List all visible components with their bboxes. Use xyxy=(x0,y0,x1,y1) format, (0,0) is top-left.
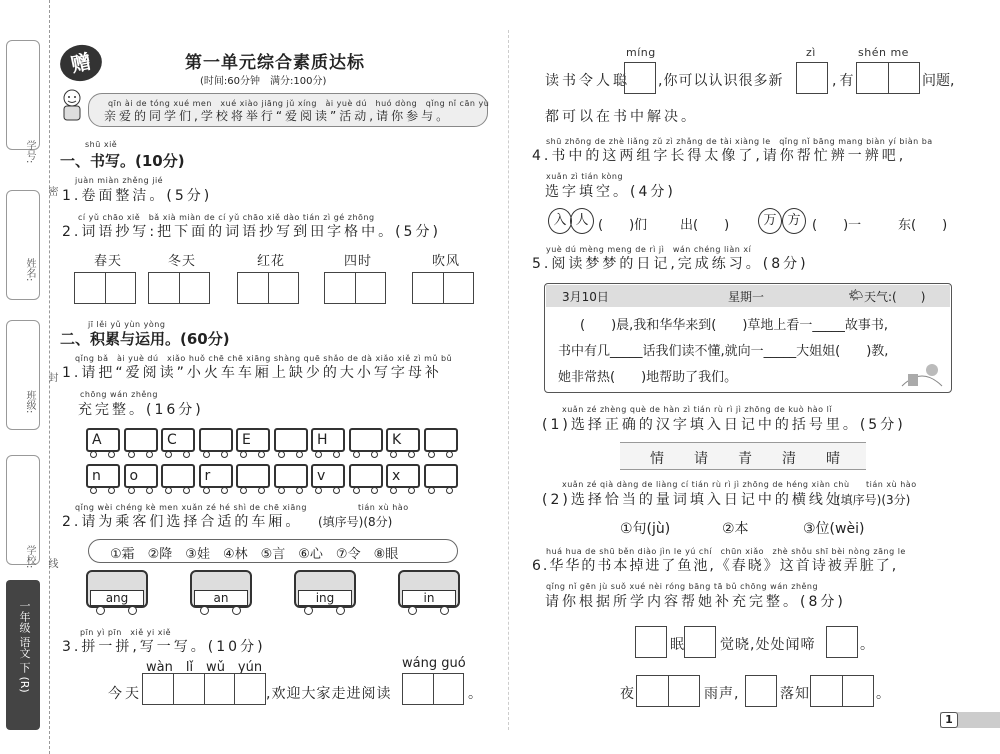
rtop-box-ming xyxy=(624,62,656,94)
measure-word-option: ②本 xyxy=(722,521,749,537)
train-wheel xyxy=(408,487,415,494)
diary-weather: 天气:( ) xyxy=(864,290,926,304)
rtop-t3: ,有 xyxy=(832,73,857,89)
poem-2c: 落知 xyxy=(780,686,810,702)
q1-pinyin: juàn miàn zhěng jié xyxy=(75,176,164,185)
q52-pinyin-extra: tián xù hào xyxy=(866,480,917,489)
q22-pinyin-extra: tián xù hào xyxy=(358,503,409,512)
binding-label-hao: 学号: xyxy=(24,140,35,164)
q21-pinyin: qǐng bǎ ài yuè dú xiǎo huǒ chē chē xiāng shàng quē shǎo de dà xiǎo xiě zì mǔ bǔ xyxy=(75,354,453,363)
train-car xyxy=(311,428,345,452)
train-car xyxy=(236,464,270,488)
choice-char: 晴 xyxy=(826,451,843,467)
s1-pinyin: shū xiě xyxy=(85,140,118,149)
train-wheel xyxy=(165,451,172,458)
train-car xyxy=(86,464,120,488)
q2-text: 2.词语抄写:把下面的词语抄写到田字格中。(5分) xyxy=(62,224,441,240)
train-wheel xyxy=(203,487,210,494)
train-wheel xyxy=(240,451,247,458)
train-letter: x xyxy=(392,468,401,484)
apple-icon: 方 xyxy=(782,208,806,234)
rtop-line2: 都可以在书中解决。 xyxy=(545,109,698,125)
train-car xyxy=(274,428,308,452)
q23-pre: 今天 xyxy=(108,686,142,702)
cart-wheel xyxy=(304,606,313,615)
rtop-t4: 问题, xyxy=(922,73,955,89)
q4-pinyin: shū zhōng de zhè liǎng zǔ zì zhǎng de tài xiàng le qǐng nǐ bāng mang biàn yí biàn ba xyxy=(546,137,933,146)
q51-text: (1)选择正确的汉字填入日记中的括号里。(5分) xyxy=(542,417,906,433)
train-wheel xyxy=(353,487,360,494)
train-wheel xyxy=(428,451,435,458)
train-wheel xyxy=(278,451,285,458)
poem-1a: 眠 xyxy=(670,637,687,653)
poem-2a: 夜 xyxy=(620,686,637,702)
poem-2b: 雨声, xyxy=(704,686,740,702)
train-wheel xyxy=(203,451,210,458)
q23-pinyin: pīn yì pīn xiě yi xiě xyxy=(80,628,172,637)
cart-label: ang xyxy=(90,590,144,606)
apple-icon: 入 xyxy=(548,208,572,234)
train-wheel xyxy=(183,487,190,494)
train-car xyxy=(274,464,308,488)
choice-char: 请 xyxy=(694,451,711,467)
binding-mark-xian: 线 xyxy=(46,558,57,568)
intro-pinyin: qīn ài de tóng xué men xué xiào jiāng jǔ xíng ài yuè dú huó dòng qǐng nǐ cān yù xyxy=(108,99,490,108)
word-label: 冬天 xyxy=(168,254,197,269)
diary-line-3: 她非常热( )地帮助了我们。 xyxy=(558,370,738,385)
fill-blank: ( )一 xyxy=(812,218,862,233)
diary-line-2: 书中有几_____话我们读不懂,就向一_____大姐姐( )教, xyxy=(558,344,889,359)
weather-icon: 🌤 xyxy=(848,288,864,302)
word-label: 红花 xyxy=(257,254,286,269)
train-wheel xyxy=(258,487,265,494)
poem-grid-5 xyxy=(745,675,777,707)
binding-mark-feng: 封 xyxy=(46,372,57,382)
apple-icon: 万 xyxy=(758,208,782,234)
fill-blank: 出( ) xyxy=(680,218,730,233)
train-car xyxy=(199,428,233,452)
word-grid xyxy=(237,272,299,304)
spine-label: 一年级 语文 下 (R) xyxy=(18,600,31,693)
cart-label: an xyxy=(194,590,248,606)
measure-word-option: ③位(wèi) xyxy=(803,521,865,537)
q6-pinyin: huá hua de shū běn diào jìn le yú chí chūn xiǎo zhè shǒu shī bèi nòng zāng le xyxy=(546,547,906,556)
train-car xyxy=(386,464,420,488)
train-letter: A xyxy=(92,432,102,448)
q21-text2: 充完整。(16分) xyxy=(78,402,204,418)
train-wheel xyxy=(90,451,97,458)
train-wheel xyxy=(333,451,340,458)
cart-wheel xyxy=(408,606,417,615)
word-grid xyxy=(74,272,136,304)
cart-label: in xyxy=(402,590,456,606)
diary-date: 3月10日 xyxy=(562,290,609,304)
q23-text: 3.拼一拼,写一写。(10分) xyxy=(62,639,266,655)
diary-deco-icon xyxy=(900,356,944,390)
train-car xyxy=(86,428,120,452)
binding-label-name: 姓名: xyxy=(24,258,35,282)
train-wheel xyxy=(278,487,285,494)
q5-text: 5.阅读梦梦的日记,完成练习。(8分) xyxy=(532,256,809,272)
train-wheel xyxy=(296,487,303,494)
apple-icon: 人 xyxy=(570,208,594,234)
train-letter: K xyxy=(392,432,402,448)
q22-pinyin: qǐng wèi chéng kè men xuǎn zé hé shì de chē xiāng xyxy=(75,503,307,512)
binding-mark-mi: 密 xyxy=(46,186,57,196)
train-wheel xyxy=(390,451,397,458)
q23-grid-1 xyxy=(142,673,266,705)
cart-wheel xyxy=(128,606,137,615)
section-2-title: 二、积累与运用。(60分) xyxy=(60,330,230,348)
poem-2d: 。 xyxy=(876,686,893,702)
train-car xyxy=(349,428,383,452)
train-wheel xyxy=(108,451,115,458)
q52-text: (2)选择恰当的量词填入日记中的横线处 xyxy=(542,492,843,508)
q4-text2: 选字填空。(4分) xyxy=(545,184,676,200)
q23-grid-2 xyxy=(402,673,464,705)
rtop-py-shenme: shén me xyxy=(858,46,909,59)
q6-text2: 请你根据所学内容帮她补充完整。(8分) xyxy=(545,594,846,610)
page-number: 1 xyxy=(940,712,958,728)
q23-end: 。 xyxy=(468,686,485,702)
choice-char: 情 xyxy=(650,451,667,467)
q23-py1: wàn lǐ wǔ yún xyxy=(146,660,263,675)
train-wheel xyxy=(390,487,397,494)
diary-week: 星期一 xyxy=(728,290,765,304)
train-wheel xyxy=(128,487,135,494)
q23-mid: ,欢迎大家走进阅读 xyxy=(266,686,392,702)
train-wheel xyxy=(258,451,265,458)
train-car xyxy=(311,464,345,488)
train-car xyxy=(386,428,420,452)
cart-wheel xyxy=(232,606,241,615)
binding-field-hao xyxy=(6,40,40,150)
train-car xyxy=(199,464,233,488)
choice-char: 青 xyxy=(738,451,755,467)
train-letter: n xyxy=(92,468,101,484)
poem-1c: 。 xyxy=(860,637,877,653)
rtop-t1: 读书令人聪 xyxy=(545,73,630,89)
intro-text: 亲爱的同学们,学校将举行“爱阅读”活动,请你参与。 xyxy=(104,109,452,123)
rtop-box-shenme xyxy=(856,62,920,94)
train-car xyxy=(161,464,195,488)
train-wheel xyxy=(315,487,322,494)
train-car xyxy=(424,428,458,452)
page-title: 第一单元综合素质达标 xyxy=(185,53,365,73)
train-wheel xyxy=(221,487,228,494)
poem-grid-2 xyxy=(684,626,716,658)
train-car xyxy=(124,464,158,488)
q51-pinyin: xuǎn zé zhèng què de hàn zì tián rù rì jì zhōng de kuò hào lǐ xyxy=(562,405,833,414)
q4-text: 4.书中的这两组字长得太像了,请你帮忙辨一辨吧, xyxy=(532,148,907,164)
diary-line-1: ( )晨,我和华华来到( )草地上看一_____故事书, xyxy=(580,318,889,333)
q22-extra: (填序号)(8分) xyxy=(318,515,393,529)
rtop-py-zi: zì xyxy=(806,46,816,59)
train-wheel xyxy=(408,451,415,458)
poem-grid-6 xyxy=(810,675,874,707)
word-grid xyxy=(148,272,210,304)
poem-grid-1 xyxy=(635,626,667,658)
measure-word-option: ①句(jù) xyxy=(620,521,671,537)
q23-py2: wáng guó xyxy=(402,656,466,671)
train-letter: C xyxy=(167,432,177,448)
poem-grid-4 xyxy=(636,675,700,707)
s2-pinyin: jī lěi yǔ yùn yòng xyxy=(88,320,166,329)
q52-extra: (填序号)(3分) xyxy=(836,493,911,507)
train-letter: H xyxy=(317,432,328,448)
train-letter: o xyxy=(129,468,139,484)
binding-field-class xyxy=(6,320,40,430)
word-label: 吹风 xyxy=(432,254,461,269)
q1-text: 1.卷面整洁。(5分) xyxy=(62,188,213,204)
cart-wheel xyxy=(440,606,449,615)
q52-pinyin: xuǎn zé qià dàng de liàng cí tián rù rì jì zhōng de héng xiàn chù xyxy=(562,480,850,489)
train-letter: v xyxy=(317,468,326,484)
word-grid xyxy=(324,272,386,304)
cart-wheel xyxy=(336,606,345,615)
word-label: 四时 xyxy=(344,254,373,269)
train-wheel xyxy=(183,451,190,458)
choice-char: 清 xyxy=(782,451,799,467)
q2-pinyin: cí yǔ chāo xiě bǎ xià miàn de cí yǔ chāo xiě dào tián zì gé zhōng xyxy=(78,213,375,222)
train-letter: r xyxy=(204,468,211,484)
q21-pinyin2: chōng wán zhěng xyxy=(80,390,158,399)
train-letter: E xyxy=(242,432,251,448)
train-wheel xyxy=(146,451,153,458)
q5-pinyin: yuè dú mèng meng de rì jì wán chéng liàn xí xyxy=(546,245,752,254)
train-wheel xyxy=(371,487,378,494)
train-car xyxy=(349,464,383,488)
cartoon-reader-icon xyxy=(58,88,86,122)
poem-1b: 觉晓,处处闻啼 xyxy=(720,637,816,653)
train-wheel xyxy=(128,451,135,458)
train-wheel xyxy=(315,451,322,458)
time-score: (时间:60分钟 满分:100分) xyxy=(200,76,327,87)
rtop-py-ming: míng xyxy=(626,46,656,59)
poem-grid-3 xyxy=(826,626,858,658)
q22-text: 2.请为乘客们选择合适的车厢。 xyxy=(62,514,303,530)
train-wheel xyxy=(90,487,97,494)
binding-field-name xyxy=(6,190,40,300)
binding-label-school: 学校: xyxy=(24,545,35,569)
train-car xyxy=(161,428,195,452)
train-wheel xyxy=(333,487,340,494)
q21-text: 1.请把“爱阅读”小火车车厢上缺少的大小写字母补 xyxy=(62,365,442,381)
train-wheel xyxy=(108,487,115,494)
train-car xyxy=(424,464,458,488)
q4-pinyin2: xuǎn zì tián kòng xyxy=(546,172,624,181)
train-wheel xyxy=(371,451,378,458)
rtop-box-zi xyxy=(796,62,828,94)
q22-options: ①霜 ②降 ③娃 ④林 ⑤言 ⑥心 ⑦令 ⑧眼 xyxy=(110,547,399,562)
fold-line xyxy=(508,30,509,730)
section-1-title: 一、书写。(10分) xyxy=(60,152,185,170)
word-grid xyxy=(412,272,474,304)
train-wheel xyxy=(446,451,453,458)
cart-wheel xyxy=(96,606,105,615)
train-wheel xyxy=(146,487,153,494)
q6-pinyin2: qǐng nǐ gēn jù suǒ xué nèi róng bāng tā bǔ chōng wán zhěng xyxy=(546,582,819,591)
train-car xyxy=(124,428,158,452)
word-label: 春天 xyxy=(94,254,123,269)
train-wheel xyxy=(296,451,303,458)
gift-badge: 赠 xyxy=(57,41,106,85)
train-wheel xyxy=(165,487,172,494)
q6-text: 6.华华的书本掉进了鱼池,《春晓》这首诗被弄脏了, xyxy=(532,558,899,574)
train-car xyxy=(236,428,270,452)
cart-label: ing xyxy=(298,590,352,606)
binding-label-class: 班级: xyxy=(24,390,35,414)
cart-wheel xyxy=(200,606,209,615)
train-wheel xyxy=(446,487,453,494)
train-wheel xyxy=(428,487,435,494)
train-wheel xyxy=(221,451,228,458)
fill-blank: 东( ) xyxy=(898,218,948,233)
train-wheel xyxy=(240,487,247,494)
train-wheel xyxy=(353,451,360,458)
fill-blank: ( )们 xyxy=(598,218,648,233)
rtop-t2: ,你可以认识很多新 xyxy=(658,73,784,89)
